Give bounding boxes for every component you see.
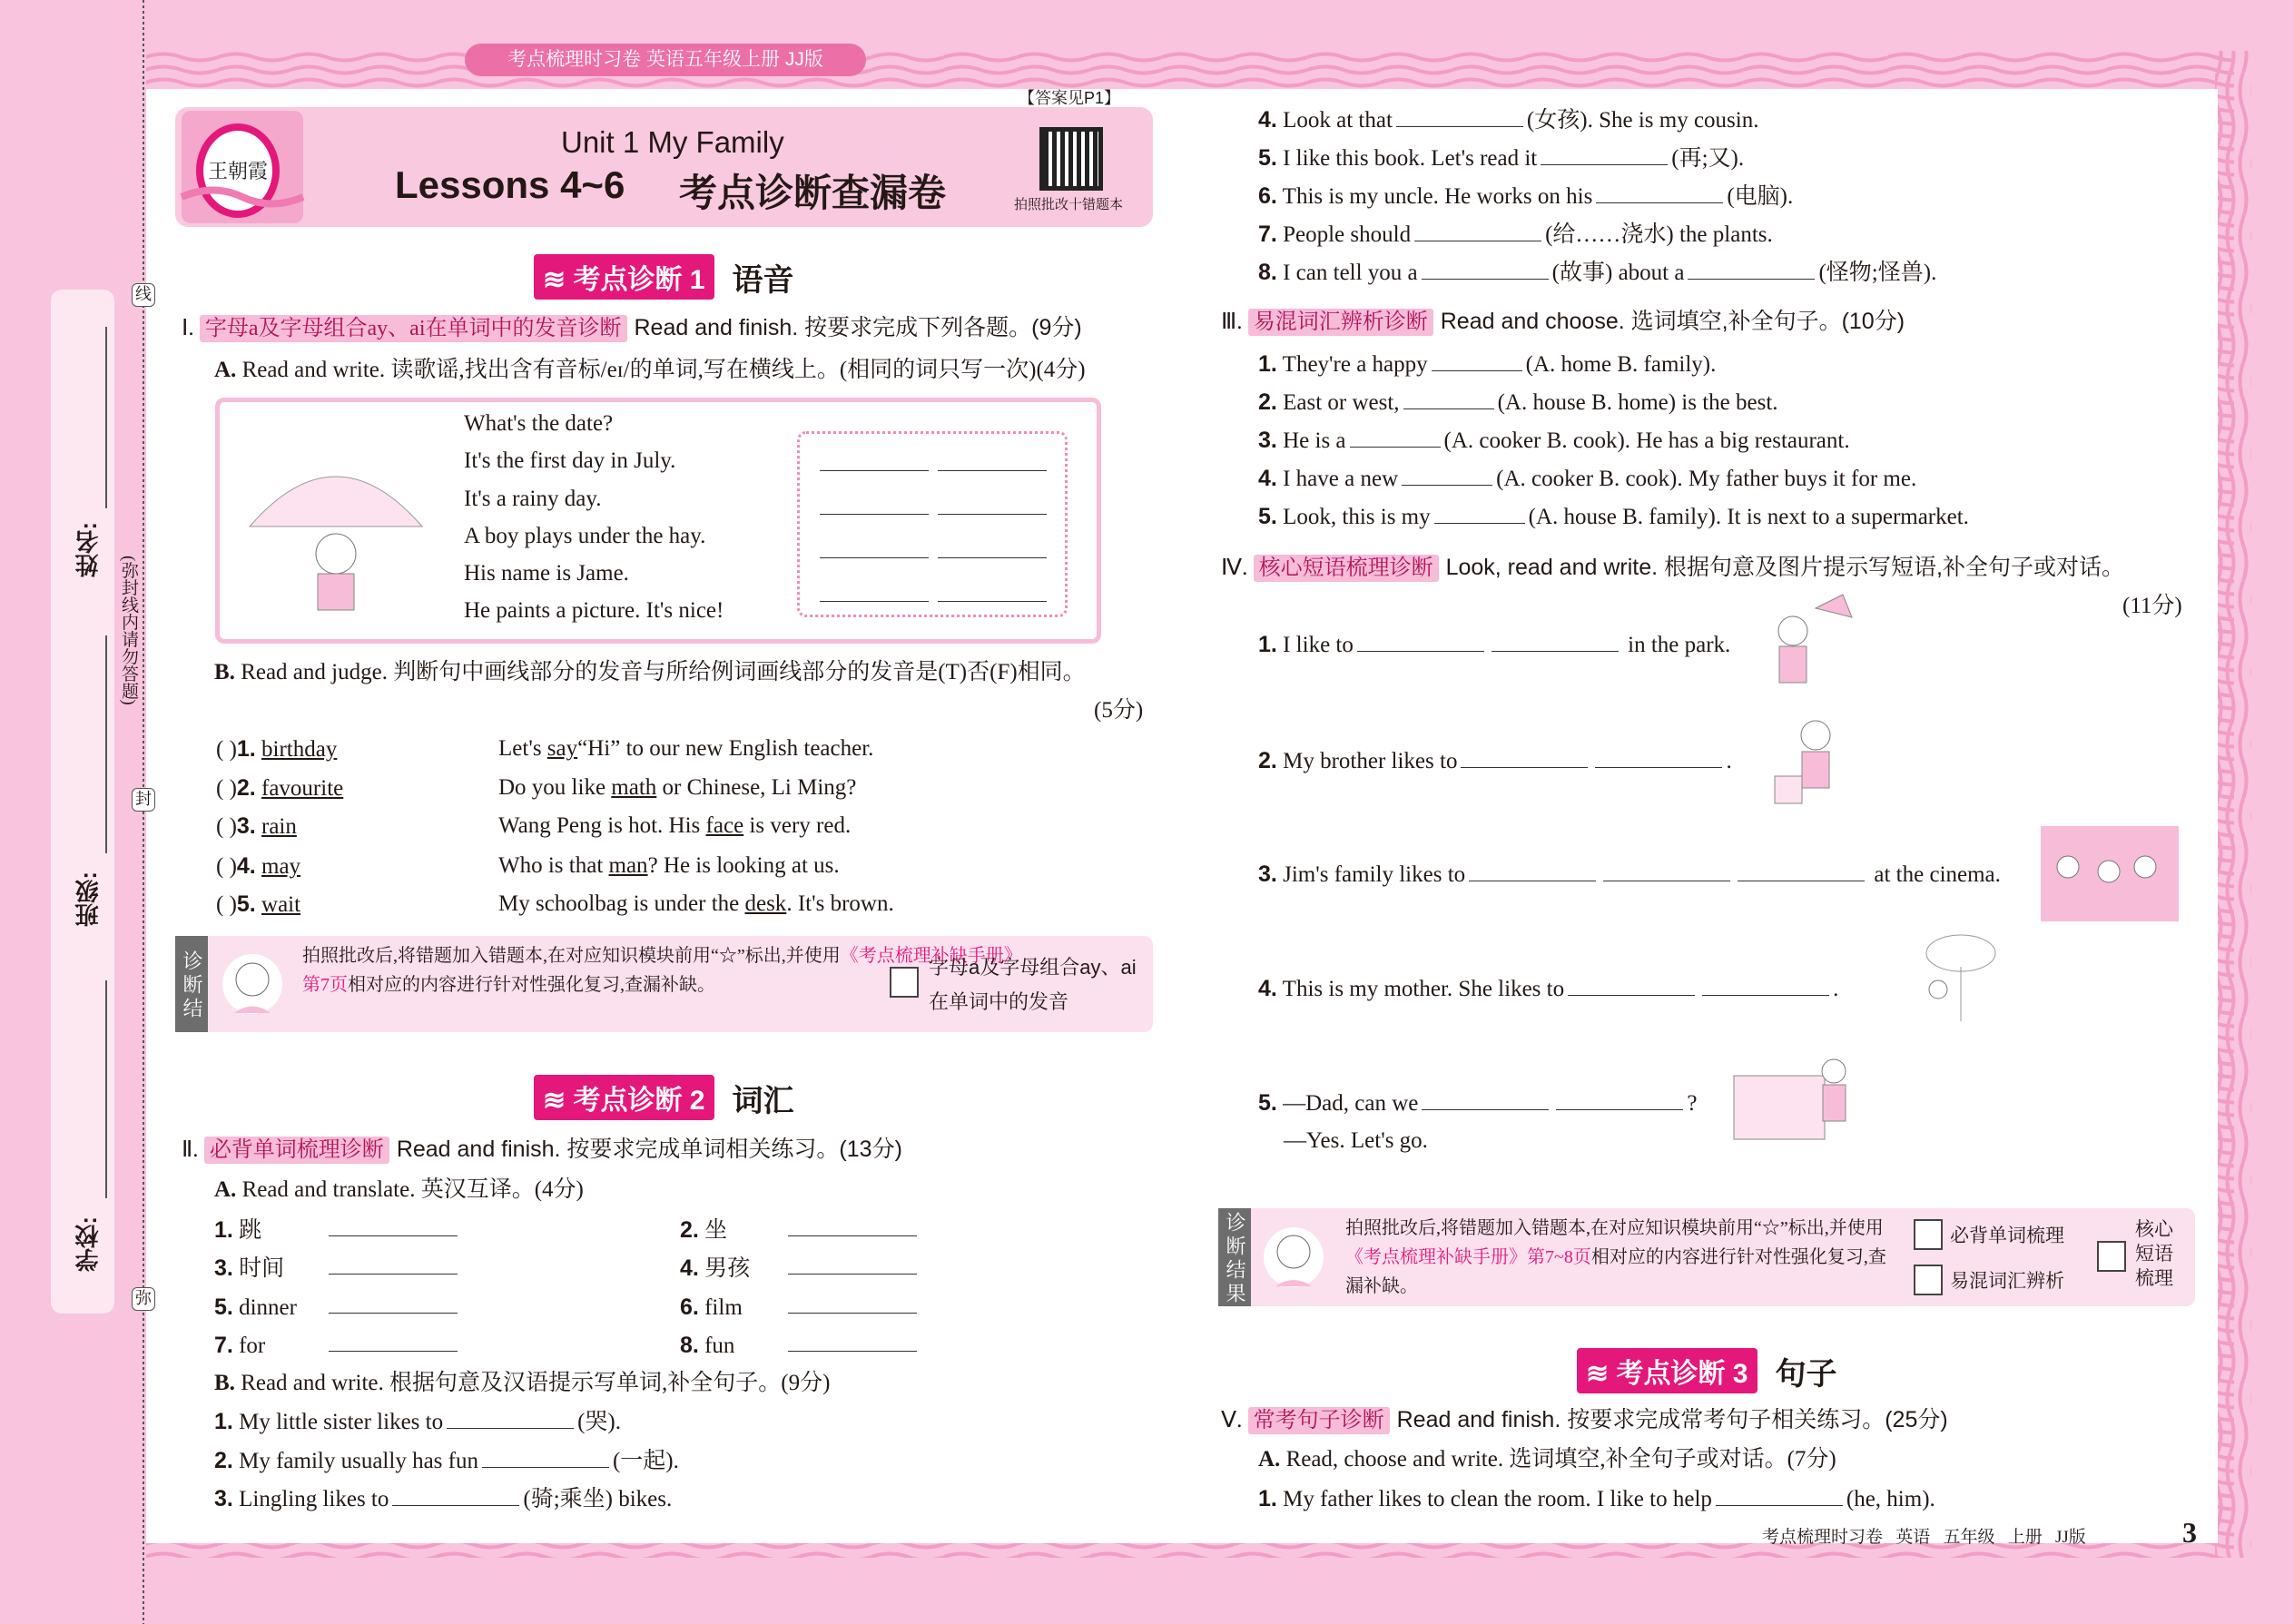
choose-item: [1258, 427, 1850, 455]
sub-instruction: Read and write. 读歌谣,找出含有音标/eɪ/的单词,写在横线上。(相同的词只写一次)(4分): [241, 358, 1086, 382]
diagnosis-label: 诊断结果: [175, 936, 208, 1032]
item-num: 7.: [214, 1333, 233, 1358]
diagnosis-label: 诊断结果: [1218, 1208, 1251, 1306]
section-heading-3: [1577, 1348, 1837, 1393]
text: (哭).: [577, 1410, 622, 1434]
lessons-title: Lessons 4~6: [395, 163, 625, 206]
diagnosis-box-2: [1218, 1208, 2195, 1306]
part-tag: 字母a及字母组合ay、ai在单词中的发音诊断: [200, 315, 627, 342]
translate-item: [680, 1216, 727, 1245]
fill-item: [1258, 106, 1758, 134]
answer-blank[interactable]: [820, 601, 929, 602]
sub-label: B.: [214, 660, 235, 684]
class-field[interactable]: [105, 635, 107, 853]
item-num: 2.: [680, 1217, 699, 1243]
paper-title: 考点诊断查漏卷: [679, 172, 947, 214]
answer-blank[interactable]: [1541, 145, 1668, 165]
roman-numeral: Ⅳ.: [1221, 556, 1248, 580]
item-num: 2.: [214, 1448, 233, 1473]
diagnosis-checkbox[interactable]: [1914, 1219, 1943, 1250]
item-num: 2.: [1258, 748, 1277, 773]
item-num: 3.: [1258, 428, 1277, 453]
school-field[interactable]: [105, 980, 107, 1198]
item-num: 4.: [236, 853, 256, 879]
diagnosis-text: 拍照批改后,将错题加入错题本,在对应知识模块前用“☆”标出,并使用: [1345, 1218, 1884, 1238]
sub-label: A.: [1258, 1447, 1281, 1471]
example-word: may: [261, 854, 301, 879]
sub-instruction: Read and judge. 判断句中画线部分的发音与所给例词画线部分的发音是(T)否(F)相同。: [241, 660, 1086, 684]
item-num: 1.: [214, 1217, 233, 1243]
checkbox-label: 字母a及字母组合ay、ai在单词中的发音: [929, 956, 1137, 1013]
text: Do you like: [498, 775, 612, 800]
text: I can tell you a: [1283, 261, 1418, 285]
answer-blank[interactable]: [1434, 504, 1525, 524]
text: He is a: [1283, 428, 1346, 453]
translate-item: [214, 1255, 284, 1283]
section-badge: ≋ 考点诊断 1: [534, 254, 714, 300]
judge-item: [216, 774, 343, 802]
translate-item: [214, 1216, 261, 1245]
item-num: 2.: [1258, 389, 1277, 415]
sub-label: B.: [214, 1371, 235, 1395]
section-badge: ≋ 考点诊断 2: [534, 1075, 714, 1120]
text: My schoolbag is under the: [498, 891, 745, 916]
poem-line: It's a rainy day.: [464, 487, 602, 511]
text: . It's brown.: [786, 891, 894, 916]
fill-item: [214, 1408, 621, 1436]
item-num: 7.: [1258, 221, 1277, 247]
sentence-item: [1258, 1485, 1935, 1513]
answer-blank[interactable]: [1469, 861, 1596, 881]
answer-paren[interactable]: ( ): [216, 814, 237, 839]
judge-sentence: [498, 774, 856, 802]
judge-sentence: [498, 812, 851, 840]
text: People should: [1283, 222, 1412, 247]
class-label: 班级:: [74, 871, 102, 927]
poem-line: His name is Jame.: [464, 561, 629, 586]
part-instruction: Look, read and write. 根据句意及图片提示写短语,补全句子或对话。: [1445, 555, 2124, 580]
page-number: 3: [2182, 1516, 2197, 1549]
sub-label: A.: [214, 1177, 237, 1202]
section-title: 句子: [1775, 1356, 1837, 1392]
text: ?: [1687, 1091, 1698, 1116]
text: or Chinese, Li Ming?: [656, 775, 857, 800]
diagnosis-text: 拍照批改后,将错题加入错题本,在对应知识模块前用“☆”标出,并使用: [302, 946, 841, 966]
part-instruction: Read and finish. 按要求完成常考句子相关练习。(25分): [1396, 1407, 1948, 1432]
answer-blank[interactable]: [447, 1409, 574, 1429]
part-1a-heading: [214, 357, 1086, 384]
phrase-item: [1258, 747, 1732, 775]
score: (5分): [1094, 698, 1144, 723]
roman-numeral: Ⅴ.: [1221, 1408, 1243, 1432]
answer-blank[interactable]: [1461, 748, 1588, 768]
roman-numeral: Ⅱ.: [182, 1137, 199, 1162]
section-heading-2: [534, 1075, 794, 1120]
underlined-word: man: [608, 853, 648, 878]
answer-blank[interactable]: [1357, 632, 1484, 652]
part-tag: 必背单词梳理诊断: [204, 1137, 389, 1164]
text: .: [1726, 749, 1732, 773]
answer-blank[interactable]: [1492, 632, 1619, 652]
boy-avatar-icon: [221, 945, 284, 1023]
item-num: 4.: [1258, 107, 1277, 133]
answer-blank[interactable]: [1422, 260, 1549, 280]
text: (A. cooker B. cook). He has a big restaurant.: [1443, 428, 1850, 453]
translate-item: [214, 1332, 265, 1360]
text: (电脑).: [1727, 184, 1794, 209]
checkbox-label: 必背单词梳理: [1950, 1225, 2064, 1246]
word: dinner: [239, 1295, 297, 1320]
text: My brother likes to: [1283, 749, 1458, 773]
answer-blank[interactable]: [1556, 1090, 1683, 1110]
item-num: 2.: [236, 775, 256, 801]
word: film: [704, 1295, 743, 1320]
diagnosis-box-1: [148, 936, 1153, 1032]
sub-instruction: Read, choose and write. 选词填空,补全句子或对话。(7分): [1285, 1447, 1836, 1471]
answer-paren[interactable]: ( ): [216, 776, 237, 801]
part-instruction: Read and finish. 按要求完成单词相关练习。(13分): [396, 1137, 902, 1162]
item-num: 5.: [1258, 145, 1277, 171]
part-2a-heading: [214, 1176, 584, 1204]
answer-blank[interactable]: [482, 1448, 609, 1468]
item-num: 3.: [1258, 861, 1277, 887]
part-1b-heading: [214, 659, 1086, 686]
score: (11分): [2122, 594, 2182, 618]
text: (怪物;怪兽).: [1818, 261, 1937, 285]
phrase-item: [1258, 861, 2001, 889]
judge-sentence: [498, 852, 840, 880]
part-tag: 核心短语梳理诊断: [1254, 555, 1439, 582]
judge-item: [216, 852, 300, 881]
item-num: 1.: [1258, 351, 1277, 377]
choose-item: [1258, 503, 1969, 531]
phrase-item: [1258, 975, 1838, 1003]
text: My family usually has fun: [239, 1449, 478, 1473]
text: (再;又).: [1671, 146, 1745, 171]
answer-blank[interactable]: [1603, 861, 1730, 881]
item-num: 1.: [236, 736, 256, 762]
text: This is my mother. She likes to: [1282, 977, 1565, 1001]
answer-blank[interactable]: [1716, 1486, 1843, 1506]
text: (A. cooker B. cook). My father buys it for me.: [1496, 467, 1917, 491]
answer-blank[interactable]: [1595, 748, 1722, 768]
choose-item: [1258, 350, 1716, 379]
word: 坐: [704, 1218, 728, 1243]
item-num: 1.: [1258, 632, 1277, 657]
part-2-heading: [182, 1136, 902, 1164]
text: is very red.: [743, 813, 852, 838]
text: Wang Peng is hot. His: [498, 813, 706, 838]
sub-instruction: Read and translate. 英汉互译。(4分): [241, 1177, 584, 1202]
text: (一起).: [612, 1449, 679, 1473]
text: (给……浇水) the plants.: [1545, 222, 1773, 247]
answer-blank[interactable]: [1403, 389, 1494, 409]
text: —Dad, can we: [1283, 1091, 1419, 1116]
item-num: 5.: [1258, 1090, 1277, 1116]
underlined-word: say: [546, 736, 578, 761]
choose-item: [1258, 389, 1778, 417]
text: (女孩). She is my cousin.: [1526, 108, 1759, 133]
text: (A. house B. family). It is next to a supermarket.: [1528, 505, 1969, 529]
text: Lingling likes to: [239, 1487, 389, 1511]
answer-blank[interactable]: [788, 1216, 917, 1236]
choose-item: [1258, 465, 1916, 493]
judge-sentence: [498, 735, 873, 763]
answer-blank[interactable]: [329, 1216, 458, 1236]
answer-blank[interactable]: [1738, 861, 1865, 881]
text: Who is that: [498, 853, 609, 878]
item-num: 6.: [1258, 183, 1277, 209]
unit-title: Unit 1 My Family: [561, 125, 784, 159]
section-badge: ≋ 考点诊断 3: [1577, 1348, 1757, 1393]
family-at-cinema-illustration: [2041, 826, 2179, 921]
judge-item: [216, 812, 297, 841]
answer-blank[interactable]: [820, 557, 929, 558]
handbook-reference: 《考点梳理补缺手册》第7页: [302, 946, 1022, 995]
part-4-heading: [1221, 554, 2124, 582]
answer-blank[interactable]: [1422, 1090, 1549, 1110]
text: Look at that: [1283, 108, 1393, 133]
text: in the park.: [1628, 633, 1731, 657]
answer-reference: 【答案见P1】: [1019, 89, 1121, 107]
answer-blank[interactable]: [788, 1294, 917, 1314]
word: 时间: [239, 1256, 285, 1281]
item-num: 3.: [214, 1486, 233, 1511]
word: 跳: [239, 1218, 262, 1243]
fill-item: [1258, 221, 1773, 249]
roman-numeral: Ⅲ.: [1221, 310, 1243, 334]
answer-blank[interactable]: [1568, 976, 1695, 996]
answer-blank[interactable]: [1414, 221, 1541, 241]
poem-line: A boy plays under the hay.: [464, 524, 706, 548]
girl-avatar-icon: [1262, 1217, 1325, 1297]
fill-item: [1258, 144, 1744, 172]
part-1-heading: [182, 314, 1082, 342]
item-num: 5.: [214, 1294, 233, 1320]
answer-blank[interactable]: [938, 514, 1047, 515]
answer-blank[interactable]: [1402, 466, 1492, 486]
section-title: 语音: [732, 262, 794, 298]
judge-sentence: [498, 891, 894, 918]
item-num: 5.: [236, 891, 256, 917]
name-label: 姓名:: [74, 522, 102, 577]
item-num: 8.: [680, 1333, 699, 1358]
text: I like to: [1283, 633, 1354, 657]
item-num: 3.: [214, 1255, 233, 1281]
item-num: 4.: [1258, 466, 1277, 491]
checkbox-label: 核心短语梳理: [2135, 1219, 2173, 1289]
roman-numeral: Ⅰ.: [182, 316, 194, 340]
logo: [182, 111, 303, 223]
fill-item: [1258, 182, 1793, 211]
phrase-item: [1258, 1089, 1697, 1117]
example-word: wait: [261, 892, 301, 917]
phrase-item: [1258, 631, 1730, 659]
answer-blank[interactable]: [938, 601, 1047, 602]
answer-paren[interactable]: ( ): [216, 737, 237, 762]
word: fun: [704, 1334, 735, 1358]
text: East or west,: [1283, 390, 1400, 415]
item-num: 4.: [680, 1255, 699, 1281]
item-num: 4.: [1258, 976, 1277, 1001]
translate-item: [680, 1332, 734, 1360]
fill-item: [214, 1447, 679, 1475]
part-instruction: Read and finish. 按要求完成下列各题。(9分): [634, 315, 1082, 340]
answer-blank[interactable]: [1432, 351, 1522, 371]
school-label: 学校:: [74, 1216, 102, 1272]
word: for: [239, 1334, 266, 1358]
part-3-heading: [1221, 308, 1905, 336]
diagnosis-checkbox[interactable]: [1914, 1265, 1943, 1295]
text: ? He is looking at us.: [647, 853, 840, 878]
answer-blank[interactable]: [1702, 976, 1829, 996]
boy-under-hay-illustration: [231, 418, 440, 626]
answer-blank[interactable]: [329, 1332, 458, 1352]
seal-mark: 弥: [132, 1287, 155, 1311]
example-word: rain: [261, 814, 297, 839]
text: My little sister likes to: [239, 1410, 444, 1434]
judge-item: [216, 891, 300, 919]
part-instruction: Read and choose. 选词填空,补全句子。(10分): [1440, 309, 1905, 334]
text: “Hi” to our new English teacher.: [577, 736, 874, 761]
fill-item: [1258, 259, 1936, 287]
text: .: [1833, 977, 1839, 1001]
answer-blank[interactable]: [1396, 107, 1523, 127]
text: (A. house B. home) is the best.: [1497, 390, 1778, 415]
svg-text:王朝霞: 王朝霞: [207, 160, 269, 182]
handbook-reference: 《考点梳理补缺手册》第7~8页: [1345, 1247, 1591, 1267]
text: Let's: [498, 736, 547, 761]
answer-blank[interactable]: [938, 557, 1047, 558]
answer-blank[interactable]: [820, 514, 929, 515]
sub-instruction: Read and write. 根据句意及汉语提示写单词,补全句子。(9分): [241, 1371, 831, 1395]
text: Look, this is my: [1283, 505, 1431, 529]
diagnosis-checkbox[interactable]: [2097, 1241, 2126, 1272]
answer-blank[interactable]: [788, 1255, 917, 1275]
text: (he, him).: [1846, 1487, 1935, 1511]
part-tag: 常考句子诊断: [1248, 1407, 1390, 1434]
seal-mark: 封: [132, 788, 155, 812]
diagnosis-text: 相对应的内容进行针对性强化复习,查漏补缺。: [1345, 1247, 1886, 1296]
text: (故事) about a: [1551, 261, 1685, 285]
underlined-word: math: [611, 775, 657, 800]
answer-blank[interactable]: [788, 1332, 917, 1352]
answer-blank[interactable]: [392, 1486, 519, 1506]
mother-reading-under-tree-illustration: [1906, 926, 1997, 1026]
text: (A. home B. family).: [1525, 352, 1717, 377]
translate-item: [214, 1294, 297, 1322]
section-heading-1: [534, 254, 794, 300]
underlined-word: face: [705, 813, 744, 838]
poem-line: It's the first day in July.: [464, 448, 676, 473]
answer-blank[interactable]: [1350, 428, 1441, 448]
judge-item: [216, 735, 337, 763]
seal-notice: (弥封线内请勿答题): [119, 556, 138, 705]
example-word: birthday: [261, 737, 338, 762]
fill-item: [214, 1485, 672, 1513]
seal-mark: 线: [132, 283, 155, 307]
section-title: 词汇: [732, 1083, 794, 1118]
text: This is my uncle. He works on his: [1282, 184, 1593, 209]
text: I like this book. Let's read it: [1283, 146, 1538, 171]
example-word: favourite: [261, 776, 344, 801]
qr-code[interactable]: [1039, 127, 1103, 191]
underlined-word: desk: [744, 891, 787, 916]
item-num: 5.: [1258, 504, 1277, 529]
text: at the cinema.: [1874, 862, 2001, 887]
diagnosis-checkbox[interactable]: [890, 967, 919, 998]
answer-blank[interactable]: [329, 1255, 458, 1275]
girl-flying-kite-illustration: [1761, 590, 1861, 704]
part-5a-heading: [1258, 1446, 1836, 1473]
answer-blank[interactable]: [820, 470, 929, 471]
answer-box: [797, 431, 1068, 617]
part-2b-heading: [214, 1370, 830, 1397]
text: (骑;乘坐) bikes.: [523, 1487, 673, 1511]
item-num: 1.: [214, 1409, 233, 1434]
series-pill: 考点梳理时习卷 英语五年级上册 JJ版: [465, 44, 866, 76]
part-tag: 易混词汇辨析诊断: [1248, 309, 1433, 336]
text: They're a happy: [1282, 352, 1428, 377]
name-field[interactable]: [105, 327, 107, 508]
part-5-heading: [1221, 1406, 1948, 1434]
text: Jim's family likes to: [1283, 862, 1466, 887]
dialogue-reply: —Yes. Let's go.: [1284, 1128, 1428, 1153]
item-num: 3.: [236, 813, 256, 839]
fruit-shop-illustration: [1729, 1053, 1856, 1148]
footer-text: 考点梳理时习卷 英语 五年级 上册 JJ版: [1762, 1528, 2086, 1547]
answer-blank[interactable]: [1596, 183, 1723, 203]
qr-caption: 拍照批改十错题本: [1014, 197, 1124, 212]
answer-blank[interactable]: [1688, 260, 1815, 280]
boy-watering-flowers-illustration: [1766, 717, 1856, 817]
translate-item: [680, 1294, 743, 1322]
poem-line: What's the date?: [464, 411, 614, 436]
item-num: 8.: [1258, 260, 1277, 285]
checkbox-label: 易混词汇辨析: [1950, 1271, 2064, 1292]
diagnosis-text: 相对应的内容进行针对性强化复习,查漏补缺。: [348, 975, 715, 995]
text: I have a new: [1283, 467, 1399, 491]
item-num: 1.: [1258, 1486, 1277, 1511]
answer-paren[interactable]: ( ): [216, 854, 237, 879]
answer-blank[interactable]: [329, 1294, 458, 1314]
word: 男孩: [704, 1256, 751, 1281]
answer-blank[interactable]: [938, 470, 1047, 471]
answer-paren[interactable]: ( ): [216, 892, 237, 917]
sub-label: A.: [214, 358, 237, 382]
poem-line: He paints a picture. It's nice!: [464, 598, 724, 623]
item-num: 6.: [680, 1294, 699, 1320]
translate-item: [680, 1255, 750, 1283]
text: My father likes to clean the room. I like to help: [1283, 1487, 1712, 1511]
